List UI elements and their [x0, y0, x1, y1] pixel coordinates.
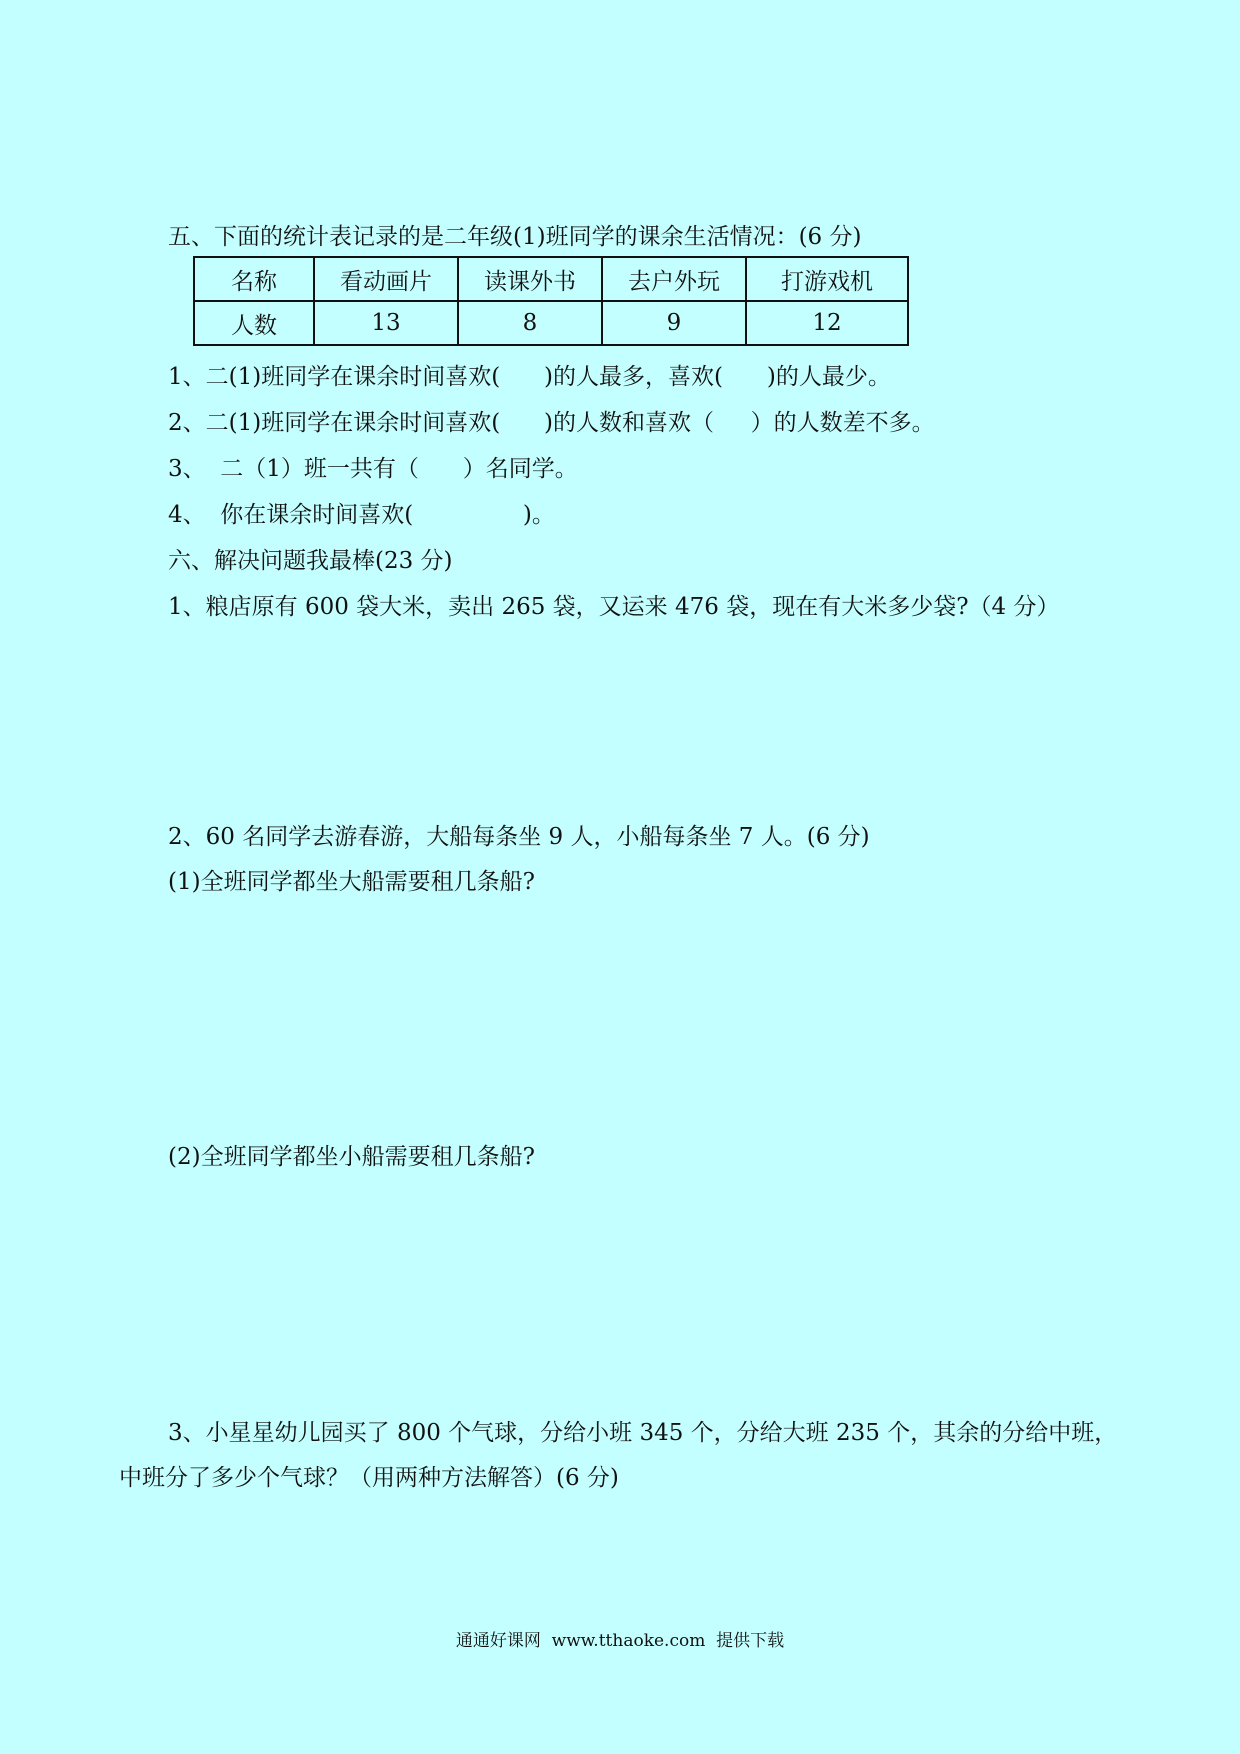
question-6-2: 2、60 名同学去游春游，大船每条坐 9 人，小船每条坐 7 人。(6 分)	[168, 824, 870, 850]
question-5-2: 2、二(1)班同学在课余时间喜欢( )的人数和喜欢（ ）的人数差不多。	[168, 410, 935, 436]
table-cell: 去户外玩	[602, 257, 746, 301]
question-5-1: 1、二(1)班同学在课余时间喜欢( )的人最多，喜欢( )的人最少。	[168, 364, 891, 390]
table-row-label: 人数	[194, 301, 314, 345]
question-5-3: 3、 二（1）班一共有（ ）名同学。	[168, 456, 578, 482]
question-6-1: 1、粮店原有 600 袋大米，卖出 265 袋，又运来 476 袋，现在有大米多少袋?（4 分）	[168, 594, 1060, 620]
table-cell: 打游戏机	[746, 257, 908, 301]
table-header-row	[194, 257, 908, 301]
question-6-3-line1: 3、小星星幼儿园买了 800 个气球，分给小班 345 个，分给大班 235 个，其余的分给中班，	[168, 1420, 1118, 1446]
table-cell: 9	[602, 301, 746, 345]
table-cell: 13	[314, 301, 458, 345]
question-6-3-line2: 中班分了多少个气球？（用两种方法解答）(6 分)	[119, 1465, 619, 1491]
table-header-label: 名称	[194, 257, 314, 301]
section6-heading: 六、解决问题我最棒(23 分)	[168, 548, 453, 574]
question-6-2-1: (1)全班同学都坐大船需要租几条船?	[168, 869, 535, 895]
stats-table	[193, 256, 909, 346]
table-cell: 12	[746, 301, 908, 345]
table-cell: 8	[458, 301, 602, 345]
table-cell: 读课外书	[458, 257, 602, 301]
question-6-2-2: (2)全班同学都坐小船需要租几条船?	[168, 1144, 535, 1170]
table-data-row	[194, 301, 908, 345]
section5-heading: 五、下面的统计表记录的是二年级(1)班同学的课余生活情况：(6 分)	[168, 224, 862, 250]
footer: 通通好课网 www.tthaoke.com 提供下载	[455, 1631, 785, 1651]
question-5-4: 4、 你在课余时间喜欢( )。	[168, 502, 555, 528]
table-cell: 看动画片	[314, 257, 458, 301]
